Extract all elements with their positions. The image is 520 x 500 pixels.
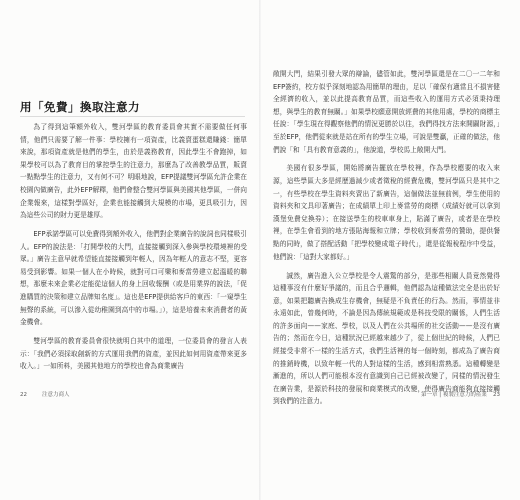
right-page-body xyxy=(273,68,500,414)
paragraph: 雙河學區的教育委員會很快就明白其中的道理，一位委員會的發言人表示：「我們必須採取創新的方式運用我們的資產，並因此如何用資產帶來更多收入。」一如所料，美國其他地方的學校也會為商業廣告 xyxy=(20,337,247,371)
page-number: 23 xyxy=(493,392,500,398)
paragraph: 為了得到這筆額外收入，雙河學區的教育委員會其實不需要做任何事情，他們只需要了解一件事：學校擁有一項資產，比義賣蛋糕還賺錢：簡單來說，那項資產就是他們的學生，由於是義務教育，因此學生不會跑掉，如果學校可以為了教育目的掌控學生的注意力，那麼為了改善教學品質，販賣一點點學生的注意力，又有何不可？明眼地說，EFP提議雙河學區允許企業在校園內做廣告，此外EFP解釋，他們會整合雙河學區與美國其他學區，一併向企業報來，這樣對學區好，企業也能接觸到大規模的市場，更具吸引力，因為這些公司的財力更是雄厚。 xyxy=(20,123,247,220)
paragraph: 誠然，廣告進入公立學校是令人震驚的部分，是那些相關人員竟然覺得這種事沒有什麼好爭議的，而且合乎邏輯，他們認為這種做法完全是出於好意，如果把聽廣告換成生存機會，無疑是不負責任的行為。然而，事情並非永遠如此，曾幾何時，不論是因為傳統規範或是科技受限的關係，人們生活的許多面向——家庭、學校，以及人們在公共場所的社交活動——是沒有廣告的；然而在今日，這種狀況已經越來越少了，從上個世紀的時候，人們已經接受非常不一樣的生活方式，我們生活裡的每一個時刻，都成為了廣告商的推銷時機，以致年輕一代的人對這樣的生活，感到相當熟悉。這種轉變是漸進的，所以人們可能根本沒有意識到自己已經被改變了，同樣的情況發生在廣告業，是源於科技的發展和商業模式的改變，使得廣告商能夠直接接觸到我們的注意力。 xyxy=(273,271,500,406)
section-heading: 用「免費」換取注意力 xyxy=(20,100,140,114)
left-page xyxy=(0,0,259,500)
running-title: 注意力商人 xyxy=(42,392,70,398)
right-page xyxy=(261,0,520,500)
paragraph: EFP承諾學區可以免費得到額外收入，他們對企業廣告的說詞也同樣吸引人。EFP的說法是：「打開學校的大門，直接接觸到深入參與學校環境裡的受眾。」廣告主意早就希望能直接接觸到年輕人，因為年輕人的意志不堅，更容易受到影響。如果一個人在小時候，就對可口可樂和麥當勞建立起溫暖的聯想，那麼未來企業必定能從這個人的身上回收報酬（或是用業界的說法，「促進購買的決策和建立品牌知名度」。這也是EFP提供給客戶的東西：「一窺學生無聲的系統，可以滲入從幼稚園到高中的市場。」），這是培養未來消費者的黃金機會。 xyxy=(20,230,247,327)
running-title: 第一章 | 複製注意力的產業 xyxy=(421,392,487,398)
page-number: 22 xyxy=(20,392,27,398)
heading-divider xyxy=(20,116,245,117)
paragraph: 美國有很多學區，開始將廣告擺放在學校裡，作為學校應要的收入來源，這些學區大多是經歷過減少或者徵稅的經費危機，雙河學區只是其中之一，有些學校在學生資料夾賣出了新廣告，這個做法並無前例，學生使用的資料夾和文具印著廣告；在成績單上印上麥當勞的商標（成績好就可以拿到漢堡免費兌換券）；在接送學生的校車車身上，貼滿了廣告，或者是在學校裡，在學生會看到的地方張貼海報和立牌；學校收到麥當勞的贊助，提供餐點的同時，做了搭配活動「把學校變成電子時代」，還是從報稅程序中受益，他們說：「這對大家都好。」 xyxy=(273,164,500,261)
left-page-body xyxy=(20,121,247,379)
paragraph: 敞開大門，結果引發大眾的辯論，儘管如此，雙河學區還是在二〇一二年和EFP簽約，校方似乎深刻地認為用簡單的理由，足以「確保有適當且不損害健全經濟的收入，並以此提高教育品質，而這些收入的運用方式必須秉持理想，與學生的教育無關。」如果學校願意開放經費的其他用處，學校的商標主任說：「學生現在得觀察他們的情況更勝於以往，我們得找方法來開闢財源，」至於EFP，他們從來就是站在所有的學生立場，可說是雙贏，正確的做法，他們說「和「具有教育意義的」，他說道，學校馬上敞開大門。 xyxy=(273,70,500,154)
